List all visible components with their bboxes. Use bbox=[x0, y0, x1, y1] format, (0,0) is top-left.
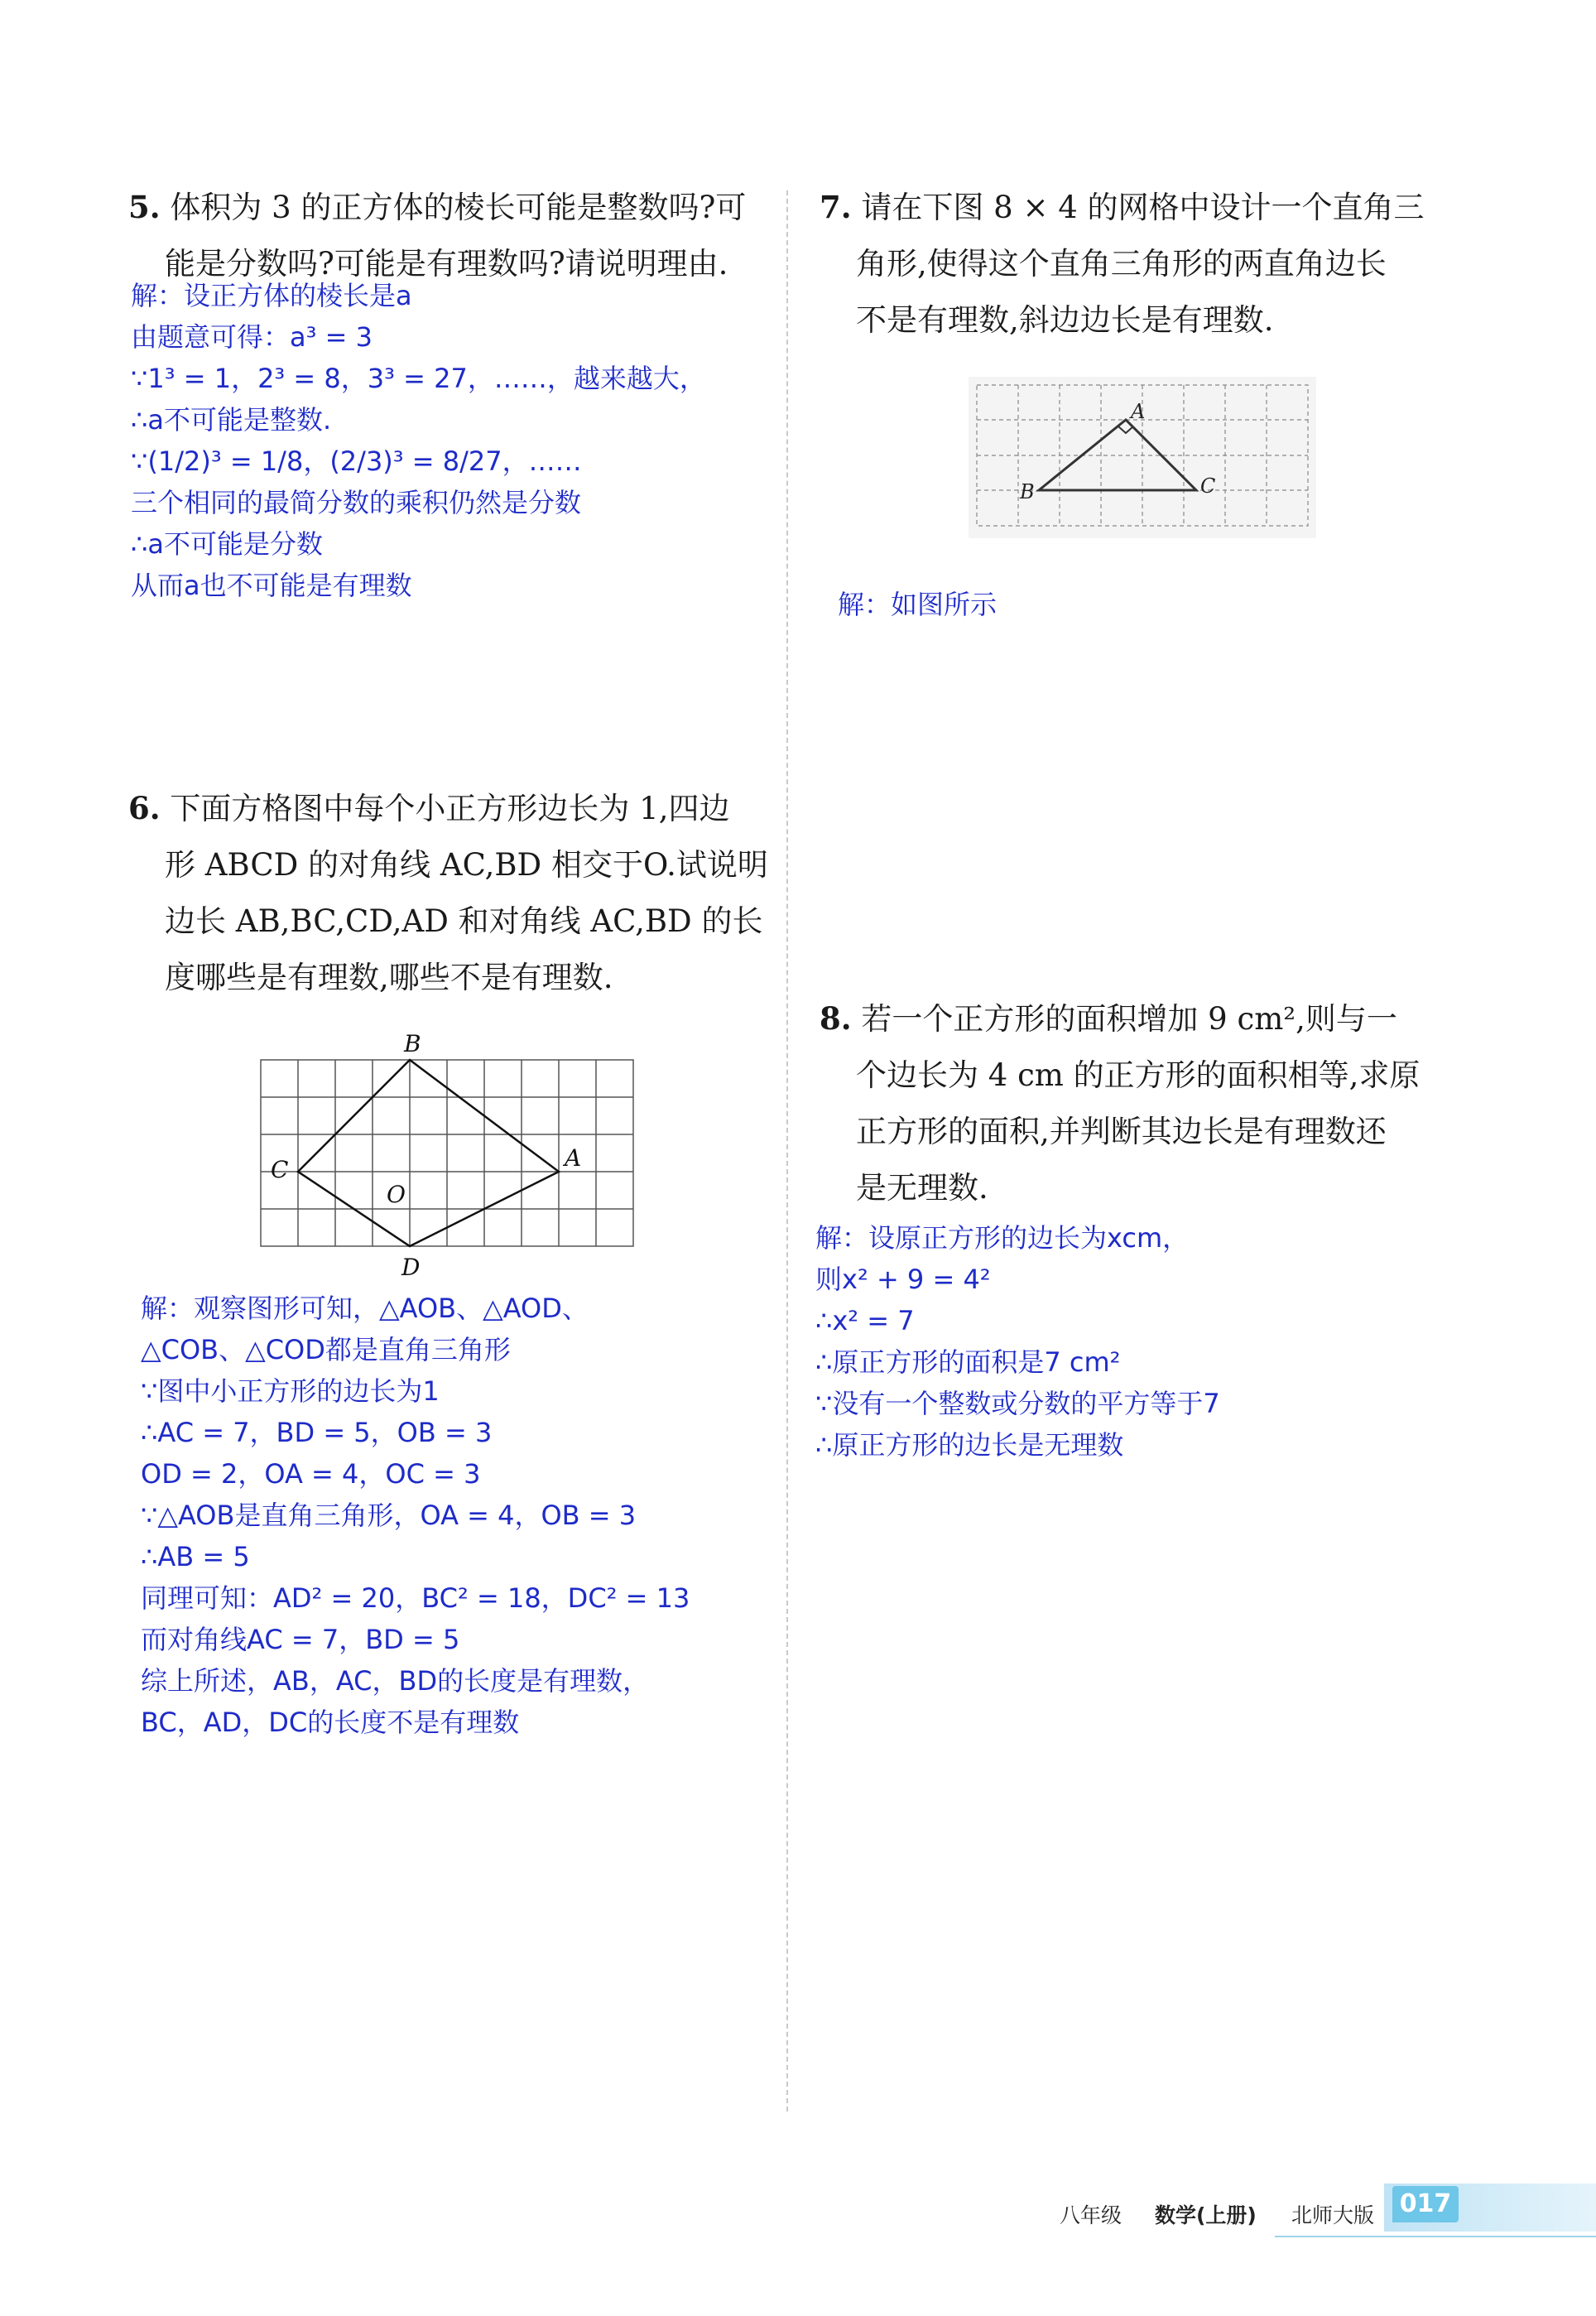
answer-7 bbox=[838, 584, 1483, 625]
question-text-line: 形 ABCD 的对角线 AC,BD 相交于O.试说明 bbox=[165, 847, 768, 883]
footer-edition: 北师大版 bbox=[1291, 2203, 1375, 2227]
answer-line: 则x² + 9 = 4² bbox=[815, 1264, 991, 1295]
column-divider bbox=[786, 190, 788, 2111]
answer-line: 三个相同的最简分数的乘积仍然是分数 bbox=[131, 487, 582, 518]
answer-line: ∵△AOB是直角三角形，OA = 4，OB = 3 bbox=[141, 1500, 637, 1531]
question-text-line: 度哪些是有理数,哪些不是有理数. bbox=[165, 960, 613, 995]
answer-line: ∴AC = 7，BD = 5，OB = 3 bbox=[141, 1417, 493, 1448]
question-6 bbox=[128, 780, 774, 1006]
label-b: B bbox=[404, 1030, 421, 1057]
answer-line: 解：观察图形可知，△AOB、△AOD、 bbox=[141, 1293, 589, 1324]
footer-subject: 数学(上册) bbox=[1155, 2203, 1257, 2227]
question-text-line: 是无理数. bbox=[856, 1170, 988, 1206]
question-text-line: 角形,使得这个直角三角形的两直角边长 bbox=[856, 246, 1387, 282]
question-number: 5. bbox=[128, 189, 161, 225]
answer-line: △COB、△COD都是直角三角形 bbox=[141, 1334, 511, 1365]
label-b: B bbox=[1020, 480, 1035, 503]
question-text-line: 请在下图 8 × 4 的网格中设计一个直角三 bbox=[861, 190, 1425, 225]
question-number: 6. bbox=[128, 790, 161, 826]
footer-grade: 八年级 bbox=[1060, 2203, 1122, 2227]
question-8 bbox=[820, 990, 1482, 1216]
answer-line: 解：设原正方形的边长为xcm， bbox=[815, 1222, 1190, 1254]
question-text-line: 能是分数吗?可能是有理数吗?请说明理由. bbox=[165, 246, 728, 282]
answer-line: 综上所述，AB，AC，BD的长度是有理数， bbox=[141, 1665, 650, 1697]
page-number: 017 bbox=[1392, 2186, 1459, 2222]
answer-line: ∴x² = 7 bbox=[815, 1305, 915, 1336]
quadrilateral-abcd bbox=[298, 1060, 559, 1246]
label-o: O bbox=[387, 1181, 406, 1208]
answer-line: ∴a不可能是分数 bbox=[131, 528, 323, 560]
answer-6 bbox=[141, 1288, 786, 1743]
answer-line: ∴原正方形的面积是7 cm² bbox=[815, 1346, 1121, 1378]
answer-line: 而对角线AC = 7，BD = 5 bbox=[141, 1624, 460, 1655]
question-text-line: 不是有理数,斜边边长是有理数. bbox=[856, 302, 1274, 338]
question-text-line: 正方形的面积,并判断其边长是有理数还 bbox=[856, 1114, 1387, 1149]
answer-line: ∵1³ = 1，2³ = 8，3³ = 27，……，越来越大， bbox=[131, 363, 706, 394]
answer-line: ∵(1/2)³ = 1/8，(2/3)³ = 8/27，…… bbox=[131, 445, 582, 477]
answer-line: 同理可知：AD² = 20，BC² = 18，DC² = 13 bbox=[141, 1582, 690, 1614]
question-text-line: 下面方格图中每个小正方形边长为 1,四边 bbox=[170, 791, 730, 826]
answer-line: 从而a也不可能是有理数 bbox=[131, 570, 412, 601]
footer-rule bbox=[1275, 2236, 1596, 2237]
question-text-line: 体积为 3 的正方体的棱长可能是整数吗?可 bbox=[170, 190, 747, 225]
answer-line: 解：设正方体的棱长是a bbox=[131, 280, 412, 311]
answer-line: 解：如图所示 bbox=[838, 589, 997, 620]
label-a: A bbox=[1131, 400, 1146, 423]
label-d: D bbox=[401, 1254, 421, 1281]
label-c: C bbox=[1200, 474, 1216, 498]
label-a: A bbox=[565, 1144, 582, 1172]
quadrilateral-grid-figure bbox=[248, 1023, 662, 1288]
question-text-line: 边长 AB,BC,CD,AD 和对角线 AC,BD 的长 bbox=[165, 903, 763, 939]
answer-5 bbox=[131, 275, 776, 606]
answer-line: 由题意可得：a³ = 3 bbox=[131, 321, 373, 353]
answer-line: ∴AB = 5 bbox=[141, 1541, 250, 1572]
answer-line: ∵图中小正方形的边长为1 bbox=[141, 1375, 440, 1407]
question-text-line: 个边长为 4 cm 的正方形的面积相等,求原 bbox=[856, 1057, 1421, 1093]
triangle-grid-figure bbox=[969, 377, 1316, 538]
answer-line: BC，AD，DC的长度不是有理数 bbox=[141, 1707, 520, 1738]
answer-line: OD = 2，OA = 4，OC = 3 bbox=[141, 1458, 481, 1490]
question-number: 7. bbox=[820, 189, 852, 225]
question-7 bbox=[820, 179, 1482, 349]
question-text-line: 若一个正方形的面积增加 9 cm²,则与一 bbox=[861, 1001, 1397, 1037]
answer-line: ∴a不可能是整数. bbox=[131, 404, 332, 436]
answer-8 bbox=[815, 1217, 1478, 1466]
question-number: 8. bbox=[820, 1000, 852, 1037]
label-c: C bbox=[271, 1156, 289, 1183]
answer-line: ∵没有一个整数或分数的平方等于7 bbox=[815, 1388, 1220, 1419]
answer-line: ∴原正方形的边长是无理数 bbox=[815, 1429, 1124, 1461]
